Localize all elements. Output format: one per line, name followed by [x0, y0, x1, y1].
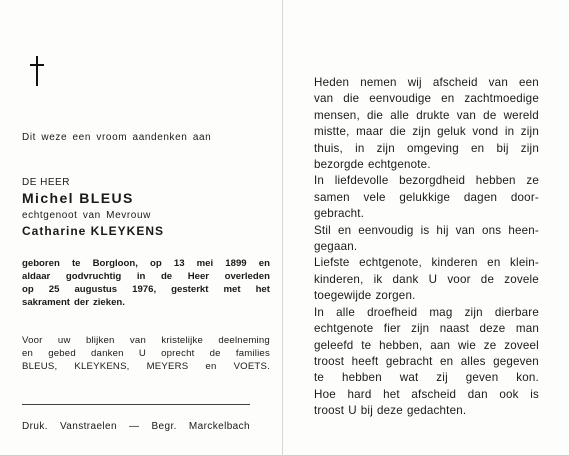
word: Borgloon,	[92, 258, 138, 269]
word: mei	[196, 258, 214, 269]
word: godvruchtig	[65, 271, 122, 282]
word: zij	[436, 371, 448, 385]
word: echtgenote,	[359, 256, 422, 270]
word: 1976,	[132, 284, 157, 295]
word: afscheid	[432, 76, 478, 89]
word: 1899	[225, 258, 247, 269]
word: ze	[483, 338, 497, 352]
text-line	[314, 387, 539, 403]
word: Stil	[314, 223, 331, 237]
word: aan	[430, 338, 451, 352]
word: bezorgdheid	[399, 174, 466, 188]
word: het	[255, 284, 270, 295]
bio-line	[22, 257, 270, 270]
word: drukte	[416, 108, 450, 122]
footer-printer-name: Vanstraelen	[59, 421, 117, 432]
cross-icon	[30, 56, 44, 86]
word: de	[209, 348, 221, 359]
word: de	[160, 271, 173, 282]
word: maar	[356, 125, 384, 139]
word: toegewijde	[314, 289, 372, 303]
text-line	[314, 173, 539, 189]
bio-line	[22, 296, 270, 309]
text-line	[314, 338, 539, 354]
word: nemen	[360, 76, 397, 89]
word: deze	[376, 404, 403, 418]
word: geluk	[437, 125, 466, 139]
word: U	[428, 272, 438, 286]
text-line	[314, 157, 539, 173]
printer-credits	[22, 421, 250, 432]
word: in	[504, 125, 515, 139]
word: gesterkt	[171, 284, 209, 295]
spouse-name: Catharine KLEYKENS	[22, 224, 165, 238]
word: uw	[57, 335, 71, 346]
text-line	[314, 124, 539, 140]
thanks-line	[22, 360, 270, 373]
word: van	[456, 108, 477, 122]
word: geboren	[22, 258, 60, 269]
word: en	[487, 256, 501, 270]
footer-dash: —	[129, 421, 140, 432]
word: alles	[460, 354, 486, 368]
word: van	[314, 92, 334, 106]
word: zieken.	[92, 297, 125, 308]
word: mistte,	[314, 125, 350, 139]
word: klein-	[510, 256, 539, 270]
word: ik	[373, 272, 383, 286]
deceased-name: Michel BLEUS	[22, 190, 134, 206]
text-line	[314, 91, 539, 107]
word: eenvoudig	[358, 223, 414, 237]
text-line	[314, 403, 539, 419]
word: dan	[467, 387, 488, 401]
word: de	[480, 272, 495, 286]
thanks-paragraph	[22, 334, 270, 373]
word: 25	[48, 284, 60, 295]
text-line	[314, 321, 539, 337]
word: hebben	[475, 174, 516, 188]
word: overleden	[224, 271, 270, 282]
word: Hoe	[314, 387, 336, 401]
word: op	[150, 258, 162, 269]
word: In	[314, 174, 325, 188]
word: is	[530, 387, 539, 401]
word: te	[314, 371, 325, 385]
thanks-line	[22, 347, 270, 360]
word: hebben,	[379, 338, 423, 352]
text-line	[314, 354, 539, 370]
word: deze	[479, 322, 506, 336]
word: geleefd	[314, 338, 354, 352]
word: zijn	[376, 141, 395, 155]
word: die	[389, 125, 406, 139]
word: en	[440, 354, 454, 368]
word: dank	[392, 272, 419, 286]
word: die	[367, 108, 384, 122]
word: is	[420, 223, 430, 237]
word: met	[223, 284, 241, 295]
thanks-line	[22, 334, 270, 347]
footer-undertaker-name: Marckelbach	[188, 421, 250, 432]
word: en	[258, 258, 270, 269]
word: alle	[390, 108, 410, 122]
word: sakrament	[22, 297, 70, 308]
text-line	[314, 305, 539, 321]
word: augustus	[74, 284, 118, 295]
word: MEYERS	[146, 361, 189, 372]
word: afscheid	[411, 387, 457, 401]
text-line	[314, 190, 539, 206]
word: hebben	[341, 371, 382, 385]
text-line	[314, 141, 539, 157]
word: der	[74, 297, 89, 308]
word: vele	[363, 190, 386, 204]
word: gebracht.	[314, 207, 365, 221]
word: wij	[407, 76, 422, 89]
word: op	[22, 284, 34, 295]
word: en	[22, 348, 34, 359]
bio-line	[22, 283, 270, 296]
word: ook	[499, 387, 519, 401]
word: bij	[360, 404, 373, 418]
word: wereld	[503, 108, 539, 122]
word: eenvoudige	[369, 92, 432, 106]
footer-print-label: Druk.	[22, 421, 48, 432]
word: wat	[399, 371, 419, 385]
footer-begr-label: Begr.	[151, 421, 177, 432]
word: zijn	[412, 125, 431, 139]
text-line	[314, 370, 539, 386]
word: dierbare	[494, 305, 539, 319]
word: door-	[510, 190, 539, 204]
text-line	[314, 206, 539, 222]
word: families	[235, 348, 270, 359]
text-line	[314, 239, 539, 255]
word: voor	[447, 272, 471, 286]
word: naast	[439, 322, 470, 336]
word: Voor	[22, 335, 43, 346]
word: VOETS.	[233, 361, 270, 372]
text-line	[314, 288, 539, 304]
text-line	[314, 255, 539, 271]
honorific-title: DE HEER	[22, 177, 70, 188]
word: ons	[481, 223, 502, 237]
spouse-relation: echtgenoot van Mevrouw	[22, 210, 151, 221]
word: man	[515, 322, 539, 336]
word: kinderen	[431, 256, 478, 270]
word: bij	[496, 141, 509, 155]
word: deelneming	[218, 335, 270, 346]
word: thuis,	[314, 141, 343, 155]
memorial-text	[314, 75, 539, 420]
word: dagen	[463, 190, 498, 204]
biography-paragraph	[22, 257, 270, 309]
word: kristelijke	[161, 335, 203, 346]
word: mensen,	[314, 108, 360, 122]
word: en	[205, 361, 217, 372]
word: danken	[91, 348, 124, 359]
word: het	[383, 387, 400, 401]
bio-line	[22, 270, 270, 283]
word: in	[355, 141, 365, 155]
word: aldaar	[22, 271, 51, 282]
word: echtgenote	[314, 322, 374, 336]
word: zoveel	[504, 338, 539, 352]
word: zijn	[520, 141, 539, 155]
word: gedachten.	[406, 404, 467, 418]
memorial-intro: Dit weze een vroom aandenken aan	[22, 132, 212, 143]
word: vond	[472, 125, 499, 139]
word: van	[129, 335, 146, 346]
word: hard	[347, 387, 372, 401]
word: van	[455, 223, 475, 237]
word: troost	[314, 404, 345, 418]
word: te	[71, 258, 81, 269]
word: gegeven	[493, 354, 539, 368]
word: zijn	[411, 322, 430, 336]
word: heen-	[508, 223, 539, 237]
word: mag	[429, 305, 453, 319]
word: liefdevolle	[334, 174, 389, 188]
word: en	[441, 92, 455, 106]
word: in	[136, 271, 146, 282]
word: KLEYKENS,	[74, 361, 130, 372]
word: blijken	[85, 335, 115, 346]
word: de	[483, 108, 497, 122]
word: Heer	[187, 271, 210, 282]
word: zovele	[504, 272, 539, 286]
text-line	[314, 75, 539, 91]
word: te	[361, 338, 372, 352]
word: alle	[336, 305, 356, 319]
text-line	[314, 108, 539, 124]
text-line	[314, 272, 539, 288]
word: Liefste	[314, 256, 350, 270]
word: kon.	[516, 371, 539, 385]
word: een	[519, 76, 539, 89]
word: droefheid	[367, 305, 418, 319]
word: die	[343, 92, 360, 106]
word: echtgenote.	[367, 158, 431, 172]
word: U	[138, 348, 146, 359]
card-fold-line	[282, 0, 283, 456]
footer-divider	[22, 404, 250, 405]
word: oprecht	[161, 348, 195, 359]
word: gegaan.	[314, 240, 358, 254]
word: zijn	[464, 305, 483, 319]
word: zijn	[520, 125, 539, 139]
word: gebracht	[385, 354, 433, 368]
word: zachtmoedige	[464, 92, 539, 106]
word: 13	[173, 258, 185, 269]
word: wie	[457, 338, 476, 352]
word: kinderen,	[314, 272, 364, 286]
word: ze	[526, 174, 539, 188]
word: samen	[314, 190, 350, 204]
word: U	[348, 404, 357, 418]
text-line	[314, 223, 539, 239]
word: bezorgde	[314, 158, 364, 172]
word: hij	[436, 223, 449, 237]
word: Heden	[314, 76, 350, 89]
word: geven	[465, 371, 499, 385]
word: zorgen.	[375, 289, 416, 303]
word: en	[337, 223, 352, 237]
word: BLEUS,	[22, 361, 58, 372]
word: en	[471, 141, 485, 155]
word: van	[488, 76, 508, 89]
word: troost	[314, 354, 345, 368]
word: gebed	[48, 348, 76, 359]
word: heeft	[351, 354, 379, 368]
word: fier	[383, 322, 401, 336]
word: In	[314, 305, 325, 319]
word: omgeving	[406, 141, 459, 155]
word: gelukkige	[399, 190, 451, 204]
